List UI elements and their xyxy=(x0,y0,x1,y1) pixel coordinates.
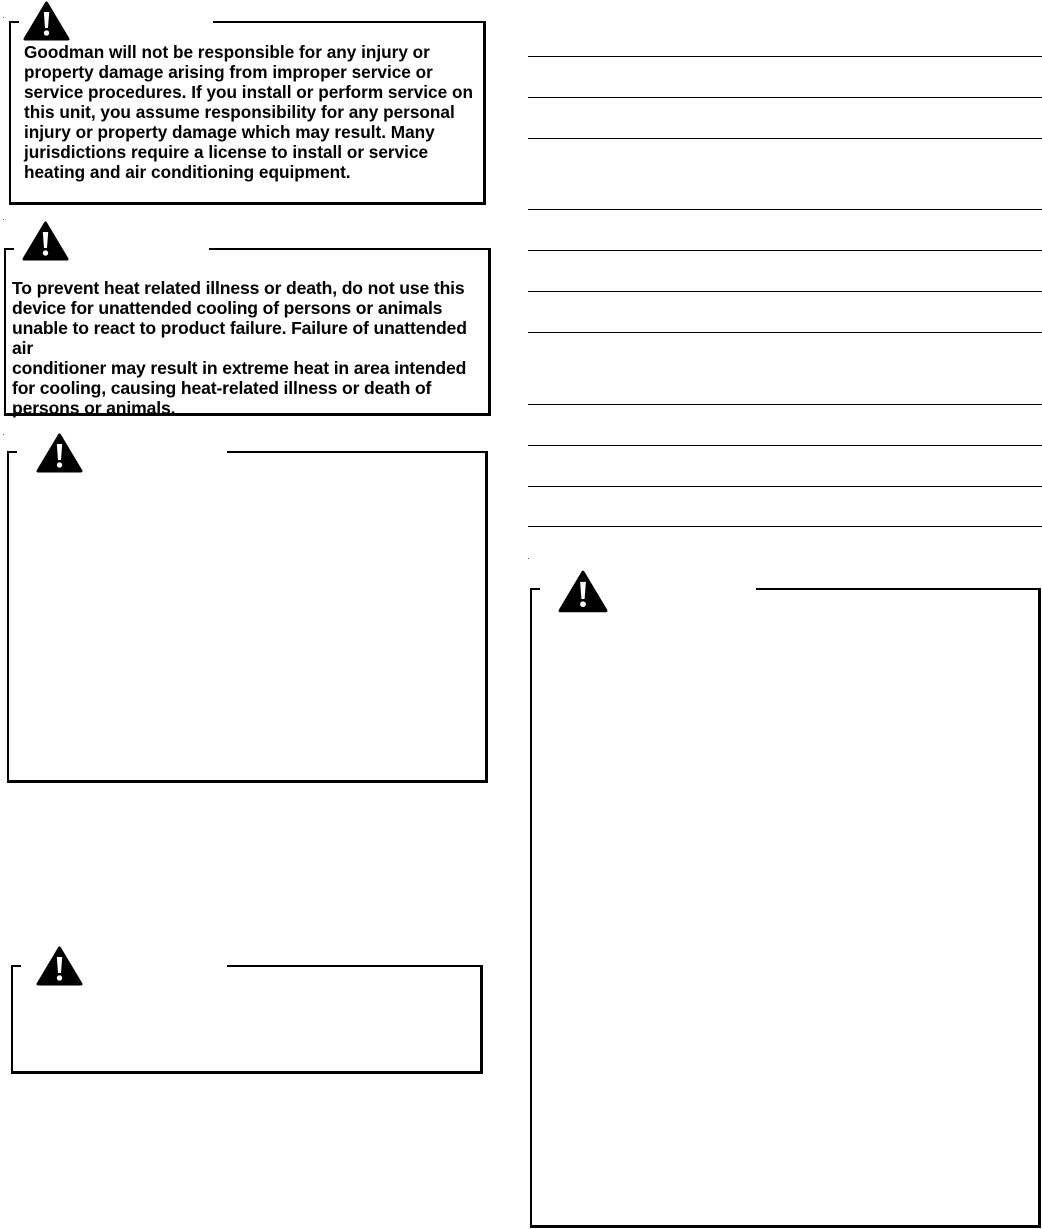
horizontal-rule xyxy=(528,291,1042,292)
scan-speck xyxy=(3,219,4,220)
warning-box-empty-3 xyxy=(530,588,1041,1228)
horizontal-rule xyxy=(528,332,1042,333)
horizontal-rule xyxy=(528,138,1042,139)
warning-triangle-icon xyxy=(36,946,83,986)
horizontal-rule xyxy=(528,486,1042,487)
horizontal-rule xyxy=(528,404,1042,405)
horizontal-rule xyxy=(528,97,1042,98)
horizontal-rule xyxy=(528,445,1042,446)
warning-triangle-icon xyxy=(36,433,83,473)
scan-speck xyxy=(528,558,529,559)
warning-triangle-icon xyxy=(22,221,69,261)
warning-box-empty-1 xyxy=(7,451,488,783)
warning-triangle-icon xyxy=(23,1,70,41)
warning-triangle-icon xyxy=(558,570,608,613)
horizontal-rule xyxy=(528,209,1042,210)
warning-text-heat-illness: To prevent heat related illness or death, do not use this device for unattended cooling of persons or animals unable to react to product failure. Failure of unattended air conditioner may result in extreme heat in area intended for cooling, causing heat-related illness or death of persons or animals. xyxy=(12,278,467,418)
horizontal-rule xyxy=(528,250,1042,251)
scan-speck xyxy=(3,434,4,435)
horizontal-rule xyxy=(528,526,1042,527)
warning-text-responsibility: Goodman will not be responsible for any injury or property damage arising from improper service or service procedures. If you install or perform service on this unit, you assume responsibility for any personal injury or property damage which may result. Many jurisdictions require a license to install or service heating and air conditioning equipment. xyxy=(24,42,473,182)
scan-speck xyxy=(3,17,4,18)
horizontal-rule xyxy=(528,56,1042,57)
